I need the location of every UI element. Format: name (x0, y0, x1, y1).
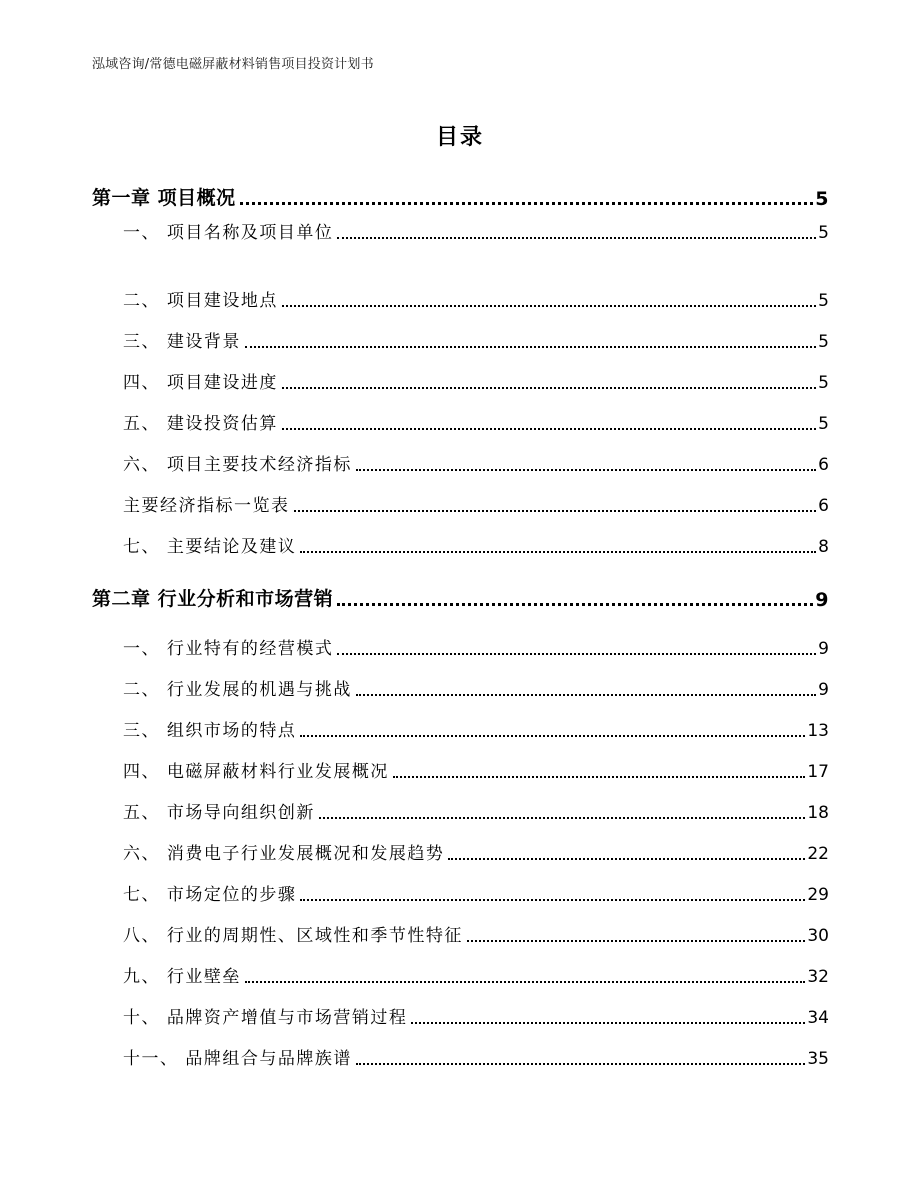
toc-entry-label: 八、 行业的周期性、区域性和季节性特征 (123, 926, 463, 946)
toc-entry-label: 二、 行业发展的机遇与挑战 (123, 680, 352, 700)
toc-section-1-3[interactable] (123, 327, 829, 352)
dot-leader (356, 469, 816, 471)
toc-entry-label: 六、 项目主要技术经济指标 (123, 455, 352, 475)
toc-page-number: 17 (807, 762, 829, 782)
toc-section-1-4[interactable] (123, 368, 829, 393)
toc-page-number: 5 (818, 332, 829, 352)
dot-leader (282, 387, 816, 389)
dot-leader (245, 346, 816, 348)
toc-page-number: 18 (807, 803, 829, 823)
toc-entry-label: 六、 消费电子行业发展概况和发展趋势 (123, 844, 445, 864)
toc-section-2-5[interactable] (123, 798, 829, 823)
toc-entry-label: 九、 行业壁垒 (123, 967, 241, 987)
toc-entry-label: 三、 建设背景 (123, 332, 241, 352)
toc-entry-label: 四、 项目建设进度 (123, 373, 278, 393)
toc-page-number: 9 (815, 589, 829, 611)
dot-leader (282, 428, 816, 430)
dot-leader (319, 817, 805, 819)
toc-entry-label: 十、 品牌资产增值与市场营销过程 (123, 1008, 408, 1028)
toc-page-number: 9 (818, 639, 829, 659)
toc-page-number: 6 (818, 496, 829, 516)
dot-leader (356, 1063, 805, 1065)
dot-leader (240, 202, 814, 205)
dot-leader (300, 551, 816, 553)
dot-leader (337, 237, 816, 239)
toc-entry-label: 主要经济指标一览表 (123, 496, 290, 516)
toc-entry-label: 第二章 行业分析和市场营销 (92, 588, 334, 610)
toc-section-2-2[interactable] (123, 675, 829, 700)
toc-section-1-1[interactable] (123, 218, 829, 243)
dot-leader (337, 653, 816, 655)
toc-page-number: 5 (818, 291, 829, 311)
toc-entry-label: 一、 项目名称及项目单位 (123, 223, 334, 243)
dot-leader (300, 735, 805, 737)
toc-section-1-6[interactable] (123, 450, 829, 475)
dot-leader (448, 858, 805, 860)
toc-section-1-7[interactable] (123, 532, 829, 557)
dot-leader (282, 305, 816, 307)
toc-section-2-8[interactable] (123, 921, 829, 946)
toc-page-number: 35 (807, 1049, 829, 1069)
toc-page-number: 30 (807, 926, 829, 946)
dot-leader (411, 1022, 805, 1024)
toc-entry-label: 七、 主要结论及建议 (123, 537, 297, 557)
toc-page-number: 8 (818, 537, 829, 557)
dot-leader (294, 510, 817, 512)
toc-section-2-10[interactable] (123, 1003, 829, 1028)
dot-leader (467, 940, 805, 942)
dot-leader (356, 694, 816, 696)
toc-page-number: 29 (807, 885, 829, 905)
toc-section-2-9[interactable] (123, 962, 829, 987)
toc-chapter-2[interactable] (92, 584, 829, 611)
toc-page-number: 5 (818, 373, 829, 393)
toc-entry-label: 第一章 项目概况 (92, 187, 236, 209)
toc-page-number: 6 (818, 455, 829, 475)
toc-page-number: 5 (818, 414, 829, 434)
dot-leader (337, 603, 813, 606)
toc-page-number: 13 (807, 721, 829, 741)
toc-section-1-5[interactable] (123, 409, 829, 434)
toc-section-2-11[interactable] (123, 1044, 829, 1069)
toc-section-2-3[interactable] (123, 716, 829, 741)
toc-page-number: 22 (807, 844, 829, 864)
dot-leader (393, 776, 805, 778)
toc-entry-label: 十一、 品牌组合与品牌族谱 (123, 1049, 352, 1069)
toc-entry-label: 一、 行业特有的经营模式 (123, 639, 334, 659)
dot-leader (245, 981, 805, 983)
toc-entry-label: 四、 电磁屏蔽材料行业发展概况 (123, 762, 389, 782)
toc-chapter-1[interactable] (92, 183, 829, 210)
toc-entry-label: 五、 建设投资估算 (123, 414, 278, 434)
toc-entry-label: 七、 市场定位的步骤 (123, 885, 297, 905)
toc-page-number: 5 (818, 223, 829, 243)
toc-section-1-2[interactable] (123, 286, 829, 311)
toc-section-1-table[interactable] (123, 491, 829, 516)
toc-section-2-6[interactable] (123, 839, 829, 864)
toc-page-number: 5 (815, 188, 829, 210)
toc-page-number: 9 (818, 680, 829, 700)
toc-entry-label: 二、 项目建设地点 (123, 291, 278, 311)
dot-leader (300, 899, 805, 901)
toc-section-2-1[interactable] (123, 634, 829, 659)
toc-page-number: 34 (807, 1008, 829, 1028)
toc-title: 目录 (435, 125, 484, 150)
toc-entry-label: 五、 市场导向组织创新 (123, 803, 315, 823)
running-header: 泓域咨询/常德电磁屏蔽材料销售项目投资计划书 (92, 57, 374, 72)
toc-section-2-7[interactable] (123, 880, 829, 905)
toc-section-2-4[interactable] (123, 757, 829, 782)
toc-page-number: 32 (807, 967, 829, 987)
toc-entry-label: 三、 组织市场的特点 (123, 721, 297, 741)
